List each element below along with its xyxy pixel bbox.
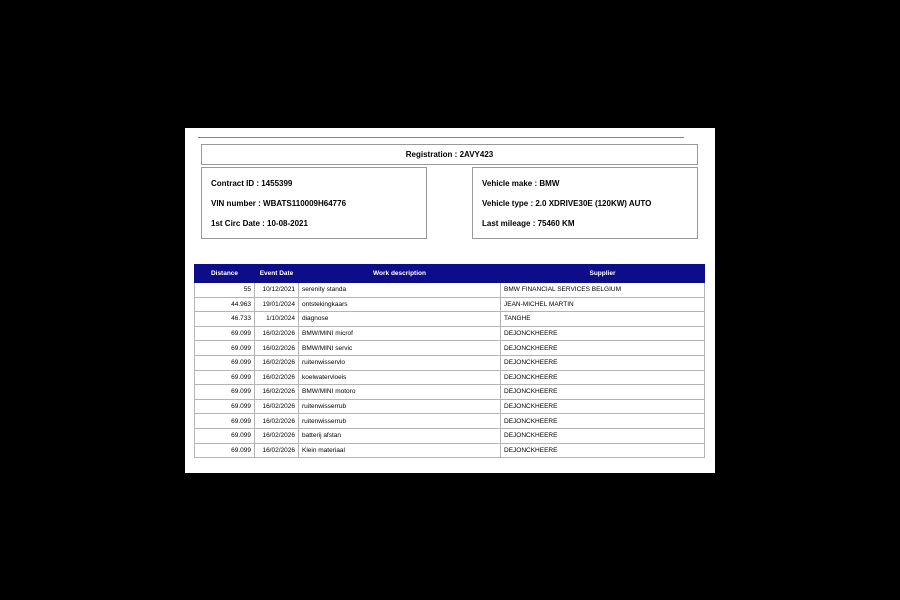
cell-supplier: DEJONCKHEERE (501, 326, 705, 341)
table-row (195, 326, 705, 341)
contract-id-value: 1455399 (261, 179, 293, 188)
cell-distance: 69.099 (195, 399, 255, 414)
contract-id-label: Contract ID : (211, 179, 262, 188)
cell-distance: 69.099 (195, 341, 255, 356)
cell-distance: 69.099 (195, 370, 255, 385)
cell-work-description: BMW/MINI motoro (299, 385, 501, 400)
cell-work-description: ruitenwisservlo (299, 355, 501, 370)
cell-work-description: ruitenwisserrub (299, 399, 501, 414)
cell-distance: 69.099 (195, 385, 255, 400)
cell-supplier: DEJONCKHEERE (501, 355, 705, 370)
cell-event-date: 16/02/2026 (255, 414, 299, 429)
cell-distance: 55 (195, 283, 255, 298)
cell-supplier: DEJONCKHEERE (501, 428, 705, 443)
cell-supplier: DEJONCKHEERE (501, 443, 705, 458)
cell-event-date: 10/12/2021 (255, 283, 299, 298)
cell-distance: 44.963 (195, 297, 255, 312)
header-supplier: Supplier (501, 265, 705, 283)
cell-supplier: BMW FINANCIAL SERVICES BELGIUM (501, 283, 705, 298)
cell-supplier: DEJONCKHEERE (501, 399, 705, 414)
cell-supplier: TANGHE (501, 312, 705, 327)
vehicle-make-value: BMW (539, 179, 560, 188)
cell-work-description: batterij afstan (299, 428, 501, 443)
cell-event-date: 16/02/2026 (255, 399, 299, 414)
header-distance: Distance (195, 265, 255, 283)
cell-event-date: 16/02/2026 (255, 428, 299, 443)
cell-distance: 69.099 (195, 443, 255, 458)
top-divider (198, 137, 684, 138)
first-circ-label: 1st Circ Date : (211, 219, 268, 228)
cell-event-date: 19/01/2024 (255, 297, 299, 312)
cell-work-description: ontstekingkaars (299, 297, 501, 312)
registration-value: 2AVY423 (459, 150, 494, 159)
vin-value: WBATS110009H64776 (263, 199, 347, 208)
cell-distance: 69.099 (195, 355, 255, 370)
cell-work-description: diagnose (299, 312, 501, 327)
cell-supplier: DEJONCKHEERE (501, 385, 705, 400)
cell-work-description: BMW/MINI microf (299, 326, 501, 341)
cell-distance: 69.099 (195, 428, 255, 443)
document-page (185, 128, 715, 473)
vehicle-info-box (472, 167, 698, 239)
cell-work-description: koelwatervloeis (299, 370, 501, 385)
cell-distance: 69.099 (195, 414, 255, 429)
table-row (195, 355, 705, 370)
contract-info-box (201, 167, 427, 239)
vehicle-type-label: Vehicle type : (482, 199, 536, 208)
cell-supplier: DEJONCKHEERE (501, 414, 705, 429)
cell-event-date: 1/10/2024 (255, 312, 299, 327)
cell-event-date: 16/02/2026 (255, 326, 299, 341)
cell-work-description: BMW/MINI servic (299, 341, 501, 356)
table-row (195, 312, 705, 327)
vehicle-type-line (482, 199, 651, 208)
table-row (195, 341, 705, 356)
registration-label: Registration : (405, 150, 458, 159)
table-row (195, 414, 705, 429)
cell-supplier: DEJONCKHEERE (501, 341, 705, 356)
cell-supplier: JEAN-MICHEL MARTIN (501, 297, 705, 312)
header-event-date: Event Date (255, 265, 299, 283)
cell-work-description: ruitenwisserrub (299, 414, 501, 429)
table-row (195, 370, 705, 385)
table-row (195, 283, 705, 298)
table-row (195, 428, 705, 443)
vehicle-make-line (482, 179, 559, 188)
first-circ-value: 10-08-2021 (267, 219, 308, 228)
cell-event-date: 16/02/2026 (255, 370, 299, 385)
vin-label: VIN number : (211, 199, 264, 208)
last-mileage-value: 75460 KM (537, 219, 575, 228)
cell-supplier: DEJONCKHEERE (501, 370, 705, 385)
cell-distance: 69.099 (195, 326, 255, 341)
table-row (195, 385, 705, 400)
contract-id-line (211, 179, 292, 188)
header-work-description: Work description (299, 265, 501, 283)
cell-event-date: 16/02/2026 (255, 341, 299, 356)
vin-line (211, 199, 346, 208)
maintenance-history-table (194, 264, 705, 458)
table-row (195, 399, 705, 414)
vehicle-type-value: 2.0 XDRIVE30E (120KW) AUTO (535, 199, 652, 208)
first-circ-line (211, 219, 308, 228)
cell-event-date: 16/02/2026 (255, 443, 299, 458)
cell-event-date: 16/02/2026 (255, 385, 299, 400)
cell-distance: 46.733 (195, 312, 255, 327)
cell-work-description: serenity standa (299, 283, 501, 298)
vehicle-make-label: Vehicle make : (482, 179, 540, 188)
table-header-row (195, 265, 705, 283)
table-row (195, 443, 705, 458)
cell-event-date: 16/02/2026 (255, 355, 299, 370)
cell-work-description: Klein materiaal (299, 443, 501, 458)
last-mileage-line (482, 219, 575, 228)
last-mileage-label: Last mileage : (482, 219, 538, 228)
table-row (195, 297, 705, 312)
registration-box (201, 144, 698, 165)
